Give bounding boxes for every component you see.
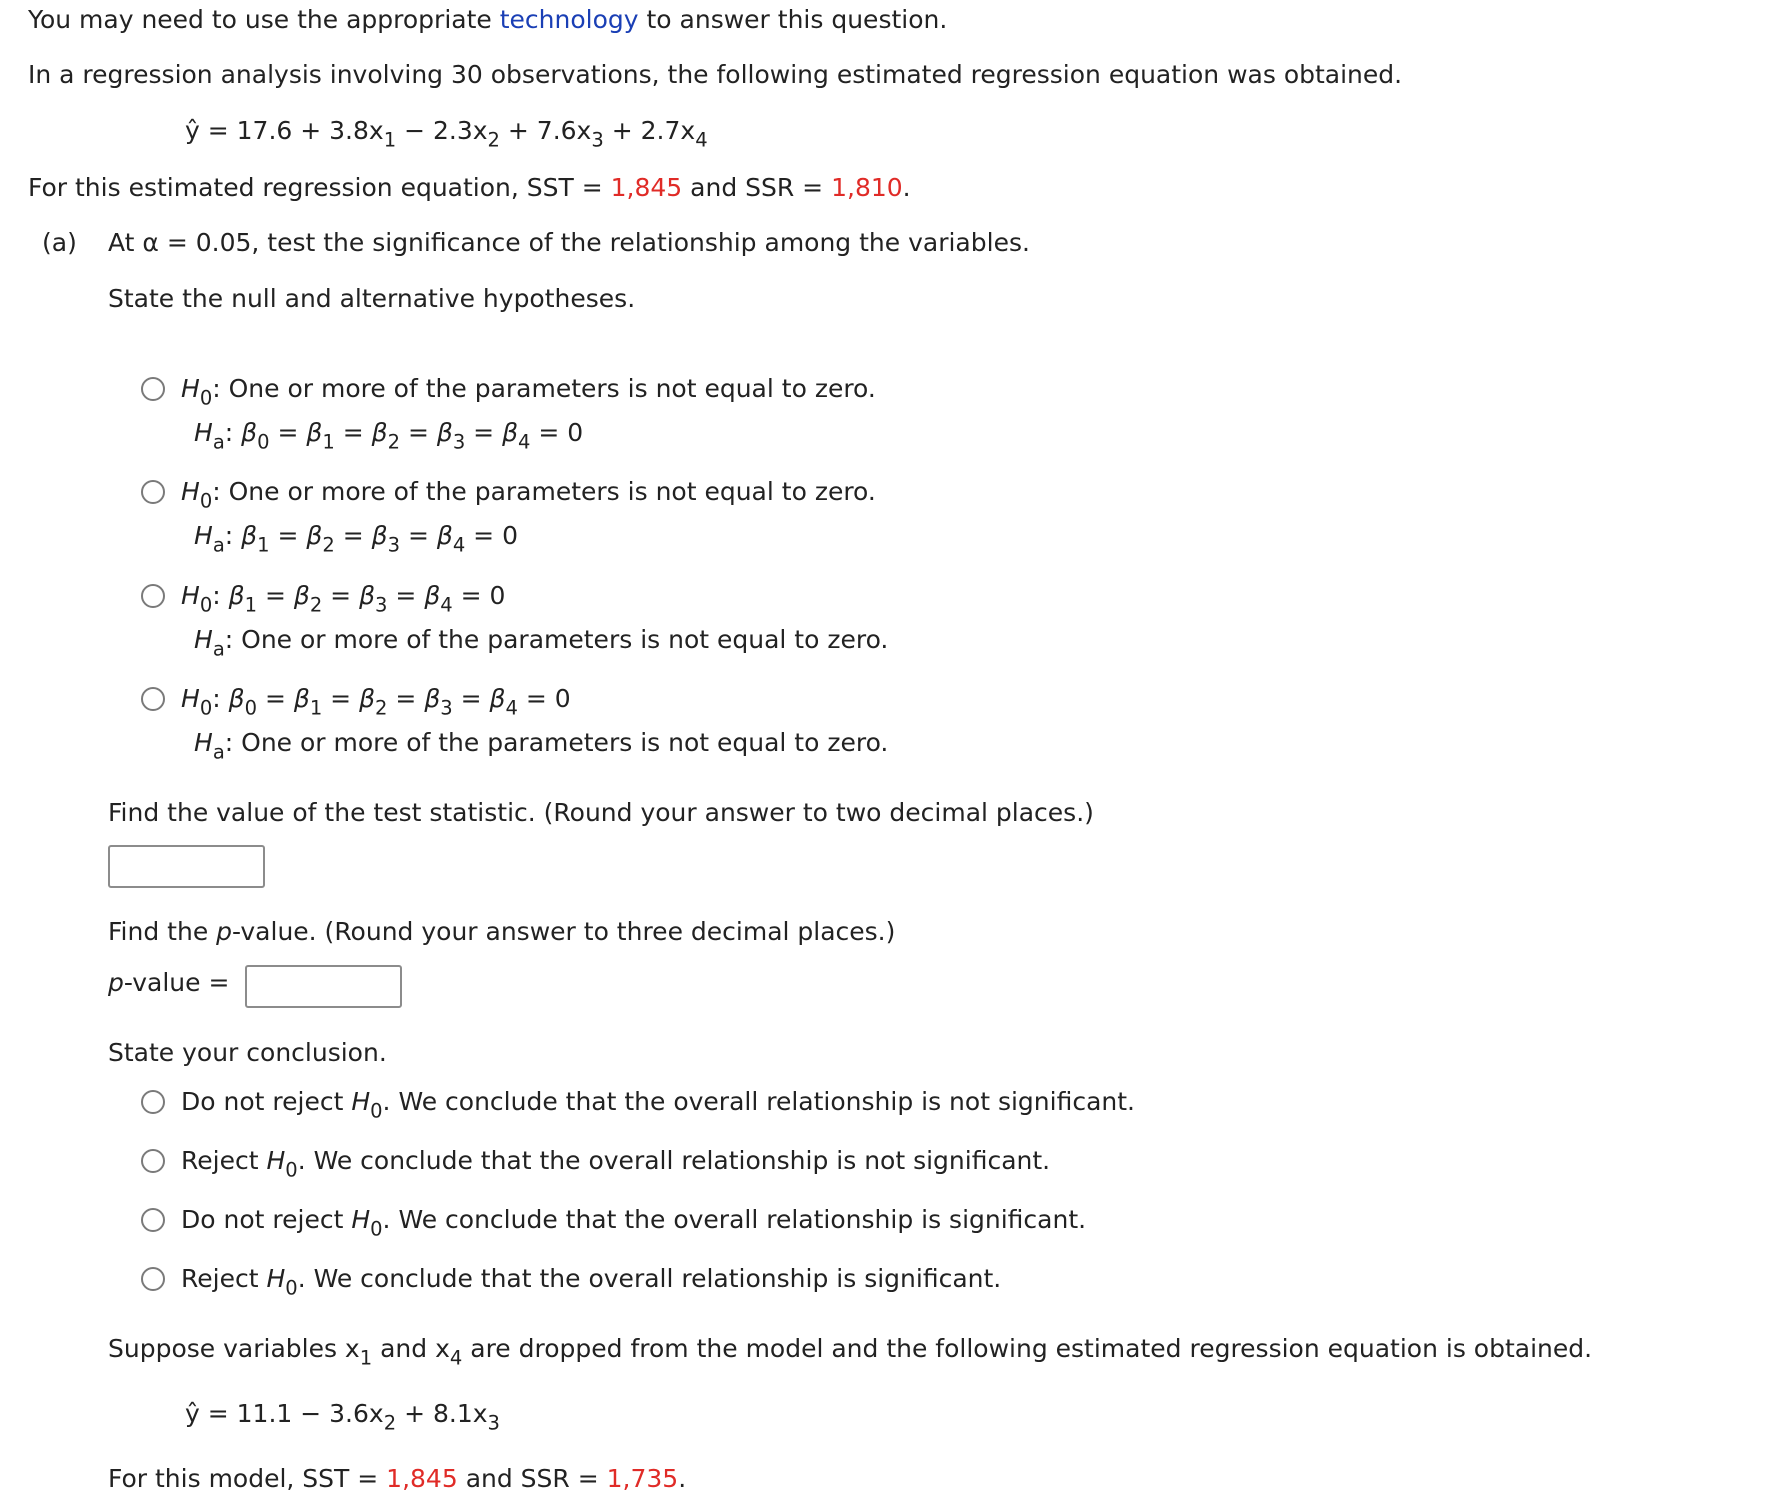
conclusion-prompt: State your conclusion. — [108, 1038, 387, 1067]
part-a-text: At α = 0.05, test the significance of the relationship among the variables. — [108, 228, 1030, 257]
intro-text-after: to answer this question. — [638, 5, 948, 34]
conclusion-option-3-text: Do not reject $H_0$. We conclude that the overall relationship is significant. — [181, 1205, 1087, 1241]
p-value-prompt: Find the p-value. (Round your answer to three decimal places.) — [108, 917, 896, 946]
p-value-label: p-value = — [108, 968, 230, 997]
sums-line-1: For this estimated regression equation, SST = 1,845 and SSR = 1,810. — [28, 173, 911, 202]
ssr-value-2: 1,735 — [606, 1464, 679, 1493]
hypothesis-option-4-radio[interactable] — [141, 687, 165, 711]
hypotheses-prompt: State the null and alternative hypotheses. — [108, 284, 636, 313]
hypothesis-option-2-ha: $H_a$: $\beta_1 = \beta_2 = \beta_3 = \beta_4 = 0$ — [194, 521, 518, 557]
conclusion-option-2-text: Reject $H_0$. We conclude that the overall relationship is not significant. — [181, 1146, 1051, 1182]
part-a-label: (a) — [42, 228, 77, 257]
hypothesis-option-4-ha: $H_a$: One or more of the parameters is not equal to zero. — [194, 728, 889, 764]
hypothesis-option-2-radio[interactable] — [141, 480, 165, 504]
conclusion-option-1-radio[interactable] — [141, 1090, 165, 1114]
test-statistic-prompt: Find the value of the test statistic. (Round your answer to two decimal places.) — [108, 798, 1094, 827]
p-value-input[interactable] — [245, 965, 402, 1008]
dropped-variables-text: Suppose variables $x_1$ and $x_4$ are dropped from the model and the following estimated regression equation is obtained. — [108, 1334, 1593, 1370]
test-statistic-input[interactable] — [108, 845, 265, 888]
conclusion-option-4-text: Reject $H_0$. We conclude that the overall relationship is significant. — [181, 1264, 1002, 1300]
sst-value-2: 1,845 — [386, 1464, 458, 1493]
regression-equation-1: ŷ = $17.6 + 3.8x_1 - 2.3x_2 + 7.6x_3 + 2.7x_4$ — [185, 116, 708, 152]
technology-link[interactable]: technology — [499, 5, 639, 34]
hypothesis-option-3-h0: $H_0$: $\beta_1 = \beta_2 = \beta_3 = \beta_4 = 0$ — [181, 581, 506, 617]
regression-equation-2: ŷ = $11.1 - 3.6x_2 + 8.1x_3$ — [185, 1399, 500, 1435]
intro-line — [28, 4, 947, 35]
sst-value-1: 1,845 — [610, 173, 683, 202]
conclusion-option-2-radio[interactable] — [141, 1149, 165, 1173]
intro-text-before: You may need to use the appropriate — [28, 5, 500, 34]
conclusion-option-1-text: Do not reject $H_0$. We conclude that the overall relationship is not significant. — [181, 1087, 1135, 1123]
hypothesis-option-2-h0: $H_0$: One or more of the parameters is not equal to zero. — [181, 477, 876, 513]
hypothesis-option-3-radio[interactable] — [141, 584, 165, 608]
hypothesis-option-1-h0: $H_0$: One or more of the parameters is not equal to zero. — [181, 374, 876, 410]
setup-text: In a regression analysis involving 30 observations, the following estimated regression equation was obtained. — [28, 60, 1403, 89]
conclusion-option-3-radio[interactable] — [141, 1208, 165, 1232]
hypothesis-option-1-ha: $H_a$: $\beta_0 = \beta_1 = \beta_2 = \beta_3 = \beta_4 = 0$ — [194, 418, 584, 454]
sums-line-2: For this model, SST = 1,845 and SSR = 1,735. — [108, 1464, 687, 1493]
hypothesis-option-4-h0: $H_0$: $\beta_0 = \beta_1 = \beta_2 = \beta_3 = \beta_4 = 0$ — [181, 684, 571, 720]
hypothesis-option-1-radio[interactable] — [141, 377, 165, 401]
conclusion-option-4-radio[interactable] — [141, 1267, 165, 1291]
ssr-value-1: 1,810 — [831, 173, 903, 202]
hypothesis-option-3-ha: $H_a$: One or more of the parameters is not equal to zero. — [194, 625, 889, 661]
